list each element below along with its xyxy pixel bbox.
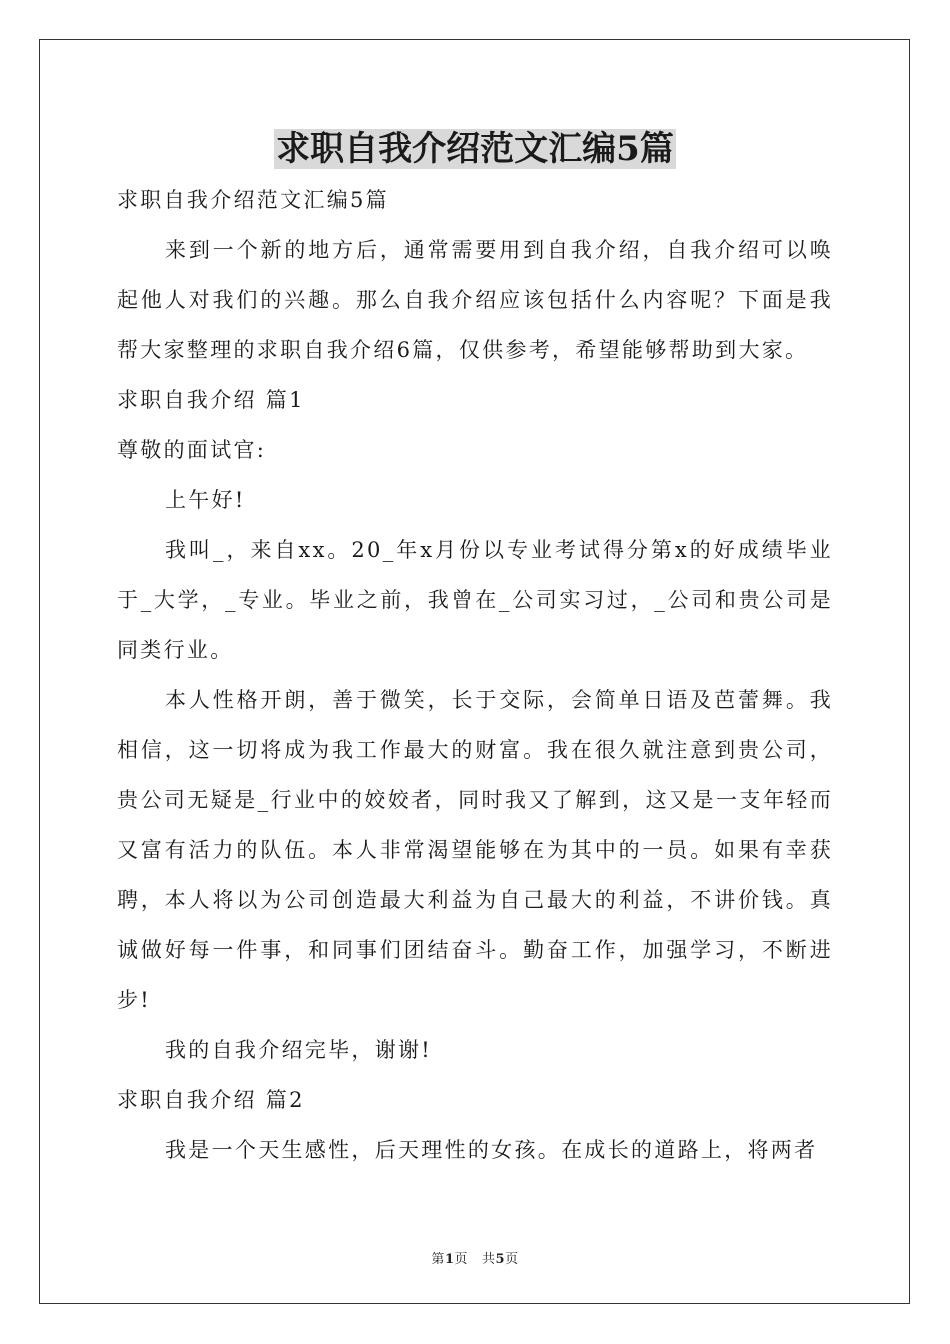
closing-line: 我的自我介绍完毕，谢谢! <box>165 1038 433 1062</box>
footer-page-total: 5 <box>495 1252 506 1267</box>
document-body <box>117 175 833 1175</box>
section-heading-2: 求职自我介绍 篇2 <box>117 1088 305 1112</box>
body-paragraph-1: 我叫_，来自xx。20_年x月份以专业考试得分第x的好成绩毕业于_大学，_专业。毕业之前，我曾在_公司实习过，_公司和贵公司是同类行业。 <box>117 538 833 662</box>
greeting: 上午好! <box>165 488 246 512</box>
body-paragraph-3: 我是一个天生感性，后天理性的女孩。在成长的道路上，将两者 <box>165 1138 818 1162</box>
document-title-text: 求职自我介绍范文汇编5篇 <box>276 129 674 169</box>
page-footer <box>0 1248 950 1267</box>
intro-paragraph: 来到一个新的地方后，通常需要用到自我介绍，自我介绍可以唤起他人对我们的兴趣。那么自我介绍应该包括什么内容呢？下面是我帮大家整理的求职自我介绍6篇，仅供参考，希望能够帮助到大家。 <box>117 238 833 362</box>
footer-total-prefix: 共 <box>482 1252 496 1267</box>
footer-total-suffix: 页 <box>505 1252 519 1267</box>
section-heading-1: 求职自我介绍 篇1 <box>117 388 305 412</box>
body-paragraph-2: 本人性格开朗，善于微笑，长于交际，会简单日语及芭蕾舞。我相信，这一切将成为我工作最大的财富。我在很久就注意到贵公司，贵公司无疑是_行业中的姣姣者，同时我又了解到，这又是一支年轻而又富有活力的队伍。本人非常渴望能够在为其中的一员。如果有幸获聘，本人将以为公司创造最大利益为自己最大的利益，不讲价钱。真诚做好每一件事，和同事们团结奋斗。勤奋工作，加强学习，不断进步! <box>117 688 833 1012</box>
footer-page-number: 1 <box>444 1252 455 1267</box>
document-title <box>0 126 950 172</box>
footer-page-prefix: 第 <box>431 1252 445 1267</box>
salutation: 尊敬的面试官: <box>117 438 267 462</box>
footer-page-suffix: 页 <box>454 1252 468 1267</box>
subtitle-line: 求职自我介绍范文汇编5篇 <box>117 188 389 212</box>
